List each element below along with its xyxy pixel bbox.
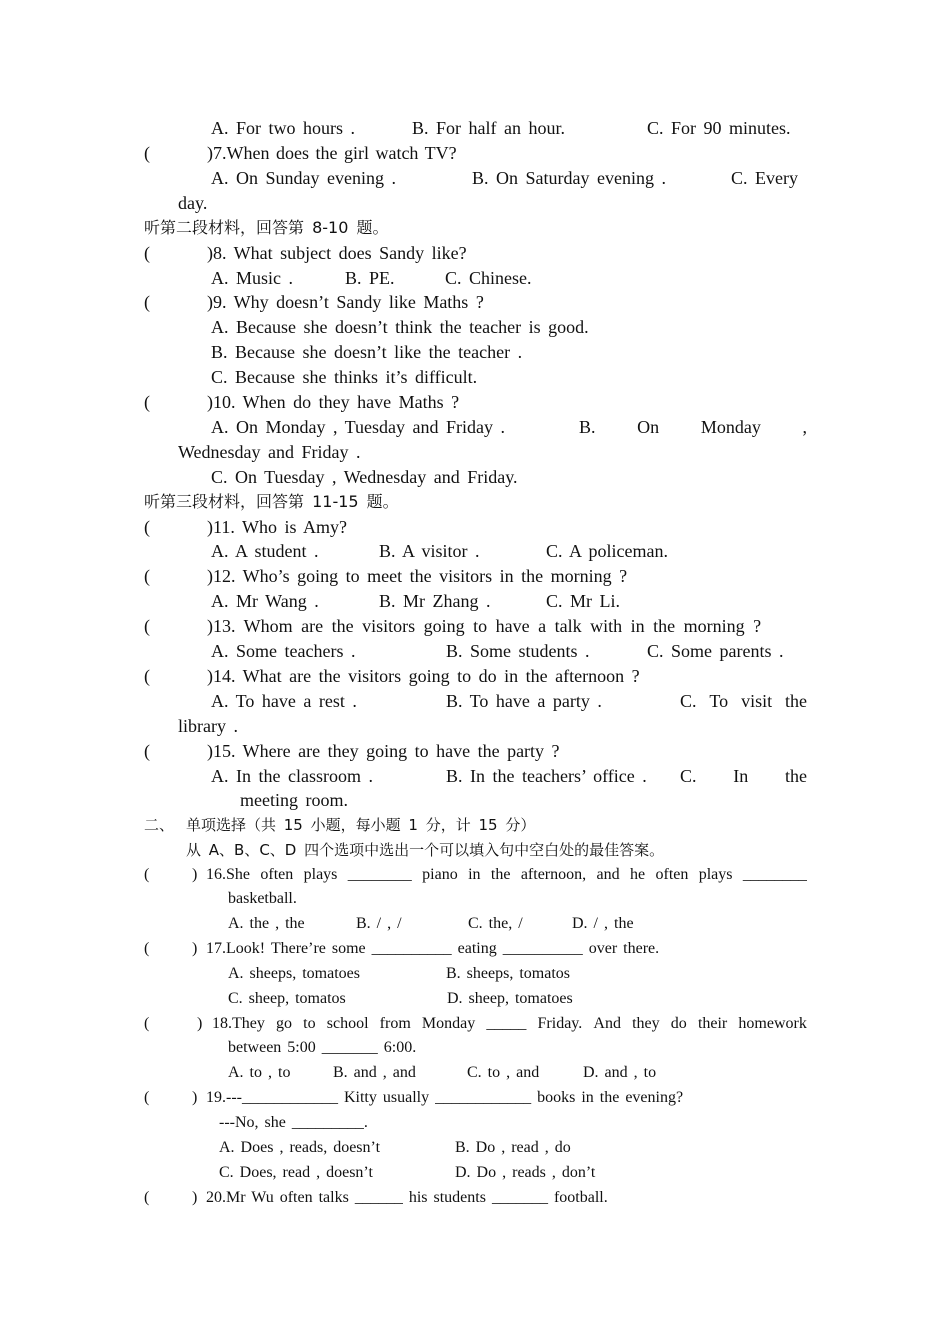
q14-stem: )14. What are the visitors going to do in the afternoon ? (207, 666, 640, 686)
q15-stem: )15. Where are they going to have the party ? (207, 741, 560, 761)
q16-word: piano (422, 866, 458, 883)
q6-option-b: B. For half an hour. (412, 118, 565, 138)
q16-word: the (490, 866, 511, 883)
q15-option-a: A. In the classroom . (211, 766, 373, 786)
q19-stem-continued: ---No, she _________. (219, 1114, 368, 1131)
q10-option-b-word: On (637, 417, 660, 437)
q16-answer-bracket-close: ) (192, 866, 198, 883)
q16-word: afternoon, (520, 866, 587, 883)
q19-stem: 19.---____________ Kitty usually ____________ books in the evening? (206, 1089, 684, 1106)
q18-answer-bracket-open: ( (144, 1015, 150, 1032)
part-2-heading: 单项选择（共 15 小题，每小题 1 分，计 15 分） (186, 816, 536, 834)
q11-option-c: C. A policeman. (546, 541, 668, 561)
q18-word: from (379, 1015, 411, 1032)
q18-word: they (632, 1015, 660, 1032)
q15-option-c-word: the (784, 766, 807, 786)
q10-option-b-continued: Wednesday and Friday . (178, 442, 361, 462)
q13-stem: )13. Whom are the visitors going to have a talk with in the morning ? (207, 616, 762, 636)
q9-option-b: B. Because she doesn’t like the teacher . (211, 342, 523, 362)
q8-option-c: C. Chinese. (445, 268, 532, 288)
q14-answer-bracket: ( (144, 666, 150, 686)
q7-option-a: A. On Sunday evening . (211, 168, 396, 188)
q19-answer-bracket-open: ( (144, 1089, 150, 1106)
q17-option-d: D. sheep, tomatoes (447, 990, 573, 1007)
q18-option-d: D. and , to (583, 1064, 657, 1081)
q12-stem: )12. Who’s going to meet the visitors in the morning ? (207, 566, 628, 586)
q8-option-b: B. PE. (345, 268, 395, 288)
q7-option-c: C. Every (731, 168, 798, 188)
q16-answer-bracket-open: ( (144, 866, 150, 883)
q9-stem: )9. Why doesn’t Sandy like Maths ? (207, 292, 484, 312)
q18-option-b: B. and , and (333, 1064, 416, 1081)
q14-option-c (680, 690, 807, 712)
q16-option-c: C. the, / (468, 915, 523, 932)
q18-option-a: A. to , to (228, 1064, 291, 1081)
q10-option-c: C. On Tuesday , Wednesday and Friday. (211, 467, 518, 487)
q16-option-b: B. / , / (356, 915, 402, 932)
q13-option-c: C. Some parents . (647, 641, 784, 661)
q7-option-b: B. On Saturday evening . (472, 168, 666, 188)
q18-word: go (276, 1015, 293, 1032)
q19-option-a: A. Does , reads, doesn’t (219, 1139, 381, 1156)
q19-option-d: D. Do , reads , don’t (455, 1164, 596, 1181)
q10-option-b (579, 416, 807, 438)
q7-answer-bracket: ( (144, 143, 150, 163)
q12-answer-bracket: ( (144, 566, 150, 586)
q16-word: often (655, 866, 689, 883)
q15-option-c (680, 765, 807, 787)
q19-answer-bracket-close: ) (192, 1089, 198, 1106)
q19-option-b: B. Do , read , do (455, 1139, 571, 1156)
q14-option-c-word: visit (741, 691, 773, 711)
q17-stem: 17.Look! There’re some __________ eating __________ over there. (206, 940, 660, 957)
q14-option-c-word: C. (680, 691, 697, 711)
q11-stem: )11. Who is Amy? (207, 517, 347, 537)
q9-answer-bracket: ( (144, 292, 150, 312)
q8-option-a: A. Music . (211, 268, 293, 288)
q17-answer-bracket-close: ) (192, 940, 198, 957)
q9-option-a: A. Because she doesn’t think the teacher is good. (211, 317, 589, 337)
q8-answer-bracket: ( (144, 243, 150, 263)
q11-option-b: B. A visitor . (379, 541, 480, 561)
q15-option-b: B. In the teachers’ office . (446, 766, 647, 786)
q17-option-a: A. sheeps, tomatoes (228, 965, 360, 982)
q18-answer-bracket-close: ) (197, 1015, 203, 1032)
q16-word: plays (303, 866, 338, 883)
q11-option-a: A. A student . (211, 541, 319, 561)
q7-option-c-continued: day. (178, 193, 208, 213)
q10-answer-bracket: ( (144, 392, 150, 412)
q6-option-a: A. For two hours . (211, 118, 356, 138)
q20-stem: 20.Mr Wu often talks ______ his students _______ football. (206, 1189, 608, 1206)
q12-option-b: B. Mr Zhang . (379, 591, 491, 611)
q18-blank-1: _____ (486, 1015, 527, 1032)
section-3-heading: 听第三段材料，回答第 11-15 题。 (144, 492, 399, 511)
q17-option-b: B. sheeps, tomatos (446, 965, 570, 982)
q18-option-c: C. to , and (467, 1064, 540, 1081)
q18-word: their (697, 1015, 728, 1032)
q20-answer-bracket-close: ) (192, 1189, 198, 1206)
q15-option-c-word: C. (680, 766, 697, 786)
q14-option-c-word: the (785, 691, 807, 711)
q18-word: And (593, 1015, 621, 1032)
q16-word: and (596, 866, 620, 883)
q9-option-c: C. Because she thinks it’s difficult. (211, 367, 478, 387)
section-2-heading: 听第二段材料，回答第 8-10 题。 (144, 218, 389, 237)
q18-stem-continued: between 5:00 _______ 6:00. (228, 1039, 417, 1056)
q7-stem: )7.When does the girl watch TV? (207, 143, 457, 163)
q6-option-c: C. For 90 minutes. (647, 118, 791, 138)
q13-option-b: B. Some students . (446, 641, 590, 661)
q16-word: 16.She (206, 866, 250, 883)
q13-answer-bracket: ( (144, 616, 150, 636)
q13-option-a: A. Some teachers . (211, 641, 356, 661)
q16-word: plays (698, 866, 733, 883)
q15-option-c-continued: meeting room. (240, 790, 348, 810)
q10-option-b-word: Monday (700, 417, 761, 437)
q18-stem (212, 1014, 807, 1034)
q16-stem (206, 865, 807, 885)
q19-option-c: C. Does, read , doesn’t (219, 1164, 373, 1181)
q16-blank-1: ________ (347, 866, 412, 883)
q18-word: 18.They (212, 1015, 265, 1032)
q14-option-c-word: To (709, 691, 729, 711)
q10-option-b-word: , (802, 417, 807, 437)
q16-word: often (260, 866, 294, 883)
q14-option-c-continued: library . (178, 716, 238, 736)
q18-word: Monday (421, 1015, 476, 1032)
q16-option-a: A. the , the (228, 915, 305, 932)
q8-stem: )8. What subject does Sandy like? (207, 243, 467, 263)
q11-answer-bracket: ( (144, 517, 150, 537)
part-2-instruction: 从 A、B、C、D 四个选项中选出一个可以填入句中空白处的最佳答案。 (186, 841, 665, 859)
q17-option-c: C. sheep, tomatos (228, 990, 346, 1007)
q20-answer-bracket-open: ( (144, 1189, 150, 1206)
q16-word: he (630, 866, 646, 883)
q16-blank-2: ________ (742, 866, 807, 883)
q10-option-a: A. On Monday , Tuesday and Friday . (211, 417, 505, 437)
q12-option-a: A. Mr Wang . (211, 591, 319, 611)
q18-word: homework (738, 1015, 807, 1032)
q10-option-b-word: B. (579, 417, 596, 437)
q15-answer-bracket: ( (144, 741, 150, 761)
q16-word: in (468, 866, 481, 883)
q18-word: to (303, 1015, 316, 1032)
q12-option-c: C. Mr Li. (546, 591, 621, 611)
q17-answer-bracket-open: ( (144, 940, 150, 957)
q14-option-a: A. To have a rest . (211, 691, 357, 711)
q16-stem-continued: basketball. (228, 890, 297, 907)
q18-word: school (326, 1015, 369, 1032)
part-2-number: 二、 (144, 816, 175, 834)
q18-word: do (670, 1015, 687, 1032)
q14-option-b: B. To have a party . (446, 691, 602, 711)
q16-option-d: D. / , the (572, 915, 634, 932)
q10-stem: )10. When do they have Maths ? (207, 392, 460, 412)
q18-word: Friday. (537, 1015, 583, 1032)
q15-option-c-word: In (733, 766, 749, 786)
